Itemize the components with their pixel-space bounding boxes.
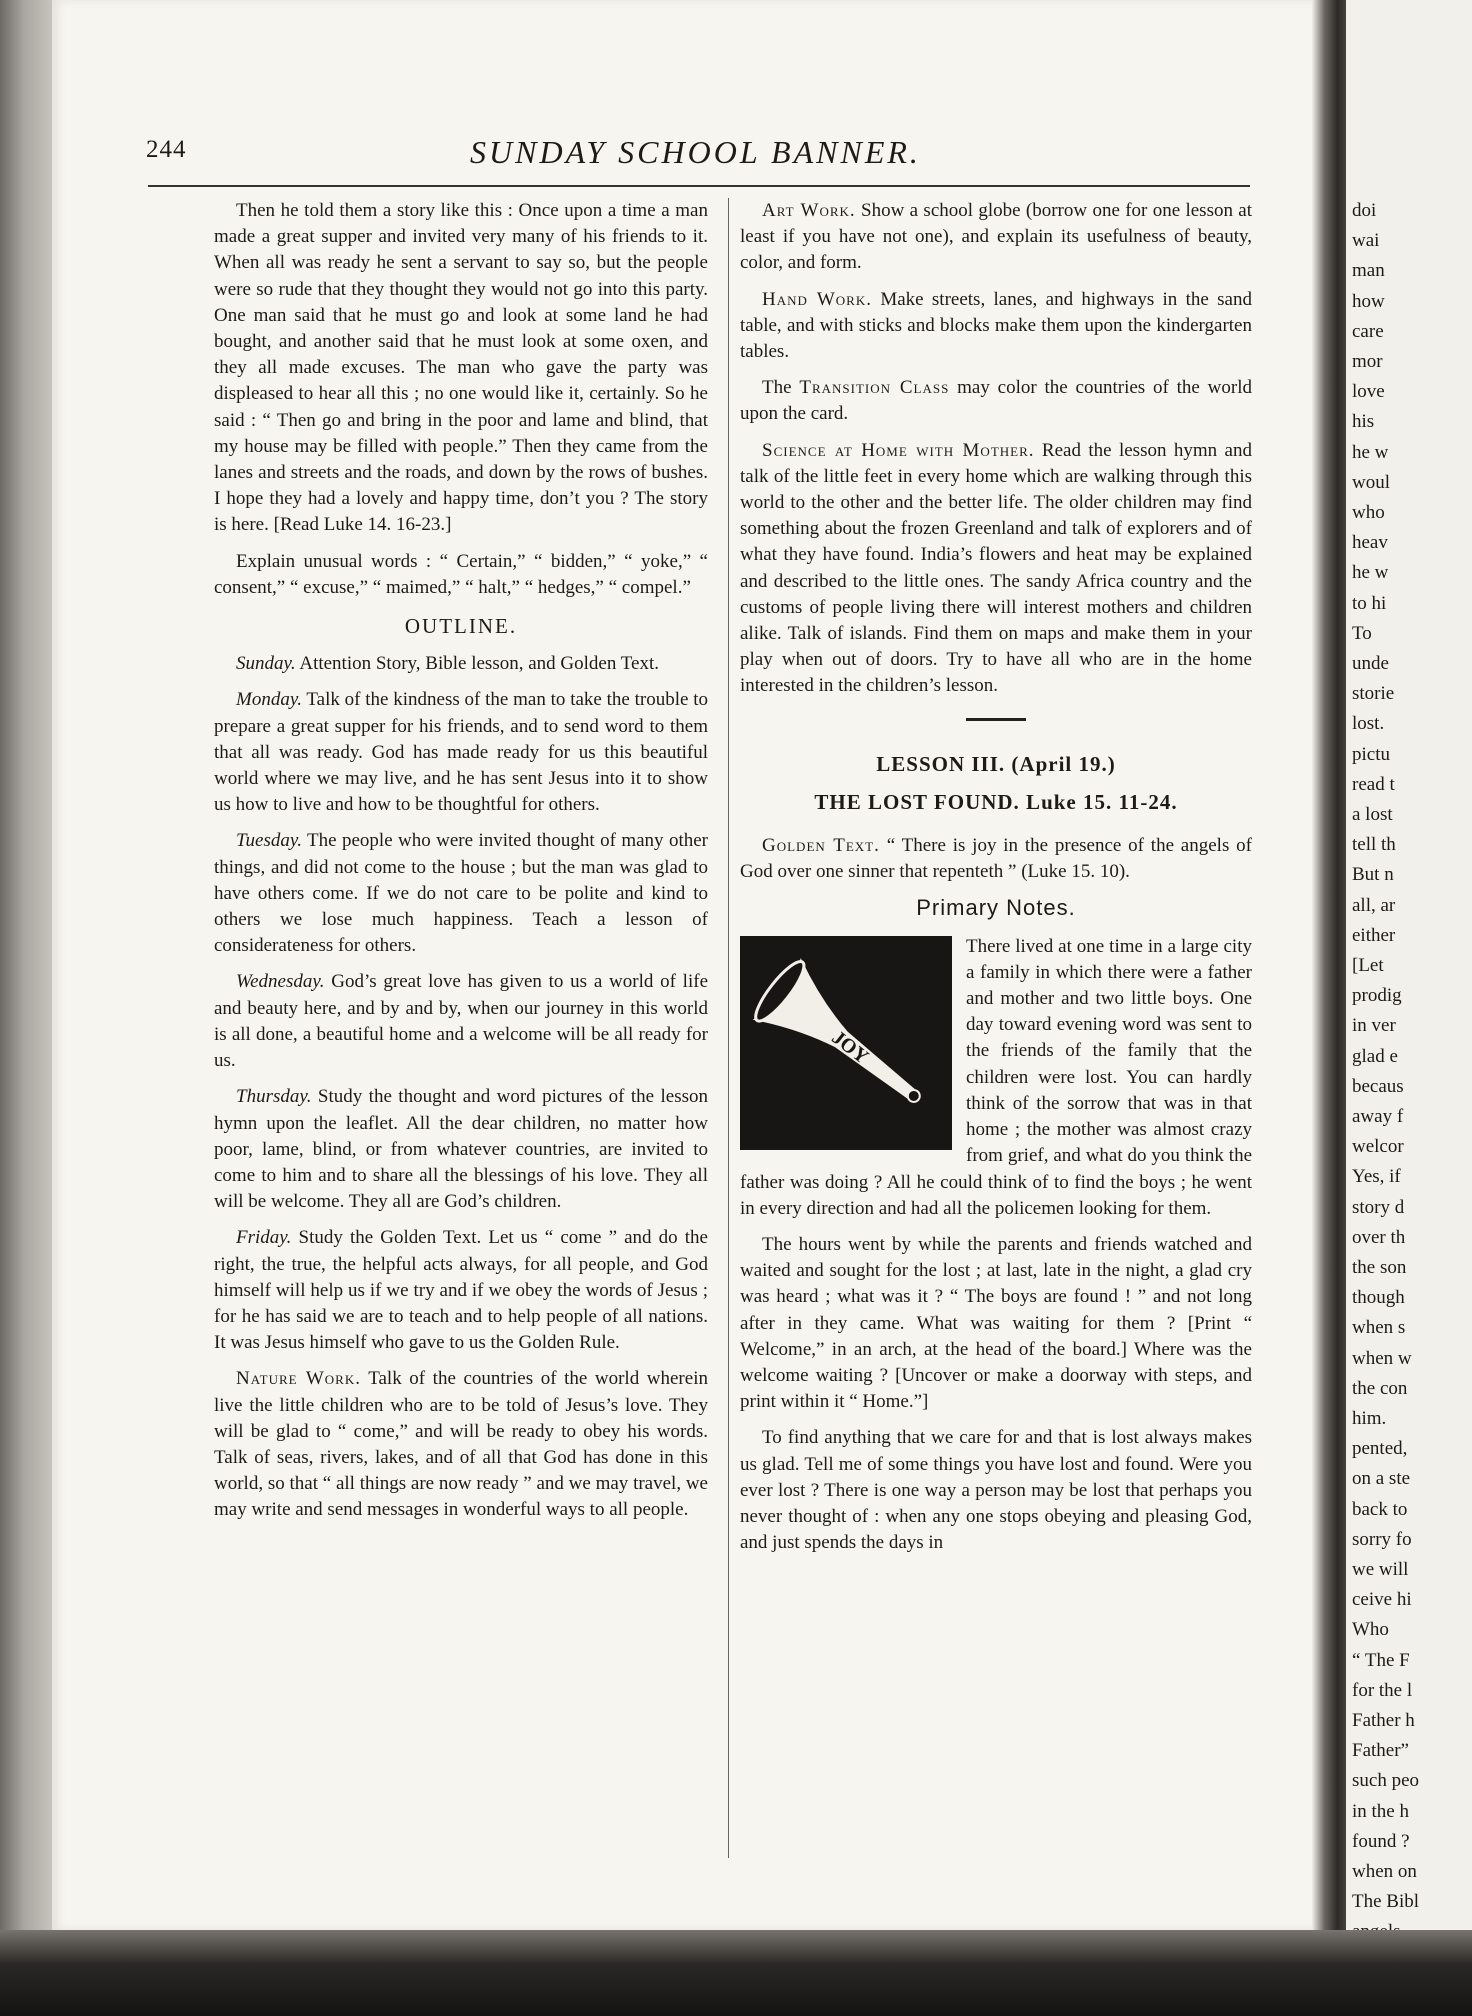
facing-page-fragment: woul [1352,471,1390,493]
facing-page-fragment: ceive hi [1352,1589,1412,1611]
facing-page-fragment: he w [1352,562,1389,584]
unusual-words-paragraph: Explain unusual words : “ Certain,” “ bidden,” “ yoke,” “ consent,” “ excuse,” “ maimed,” “ halt,” “ hedges,” “ compel.” [214,550,708,598]
day-text: Attention Story, Bible lesson, and Golden Text. [299,653,659,675]
hand-work-text: Make streets, lanes, and highways in the sand table, and with sticks and blocks make them upon the kindergarten tables. [740,288,1252,363]
right-column [740,198,1252,1566]
joy-trumpet-illustration [740,936,952,1150]
facing-page-fragment: over th [1352,1226,1406,1248]
facing-page-fragment: who [1352,502,1385,523]
facing-page-fragment: tell th [1352,834,1396,856]
facing-page-fragment: love [1352,381,1385,403]
facing-page-fragment: how [1352,290,1385,312]
facing-page-fragment: his [1352,411,1375,433]
facing-page-fragment: doi [1352,200,1377,221]
facing-page-fragment: we will [1352,1559,1409,1580]
day-label: Sunday. [236,653,296,675]
day-label: Wednesday. [236,971,325,993]
facing-page-fragment: prodig [1352,985,1402,1007]
facing-page-fragment: unde [1352,653,1389,674]
facing-page-fragment: found ? [1352,1830,1410,1852]
facing-page-fragment: away f [1352,1106,1404,1127]
outline-sunday [214,651,708,677]
outline-friday [214,1225,708,1356]
science-text: Read the lesson hymn and talk of the little feet in every home which are walking through this world to the other and the better life. The older children may find something about the frozen Greenland and talk of explorers and of what they have found. India’s flowers and heat may be explained and described to the little ones. The sandy Africa country and the customs of people living there will interest mothers and children alike. Talk of islands. Find them on maps and make them in your play when out of doors. Try to have all who are in the home interested in the children’s lesson. [740,439,1252,697]
facing-page-fragment: such peo [1352,1770,1420,1792]
outline-wednesday [214,969,708,1074]
notes-paragraph-1: There lived at one time in a large city a family in which there were a father and mother and two little boys. One day toward evening word was sent to the friends of the family that the children were lost. You can hardly think of the sorrow that was in that home ; the mother was almost crazy from grief, and what do you think the father was doing ? All he could think of to find the boys ; he went in every direction and had all the policemen looking for them. [740,935,1252,1219]
golden-text-paragraph [740,833,1252,885]
outline-thursday [214,1084,708,1215]
facing-page-fragment: Father” [1352,1740,1409,1762]
facing-page-fragment: the con [1352,1377,1408,1399]
facing-page-fragment: “ The F [1352,1649,1410,1671]
facing-page-fragment: care [1352,320,1384,342]
joy-label: JOY [827,1026,873,1069]
facing-page-fragment: glad e [1352,1045,1398,1067]
facing-page-fragment: read t [1352,773,1395,795]
art-work-label: Art Work. [762,200,856,221]
facing-page-fragment: back to [1352,1498,1408,1520]
book-gutter [1312,0,1348,1960]
facing-page-fragment: Who [1352,1619,1389,1641]
facing-page-fragment: But n [1352,864,1394,886]
outline-tuesday [214,828,708,959]
facing-page-fragment: becaus [1352,1075,1404,1097]
art-work-paragraph [740,198,1252,277]
page-number: 244 [146,136,187,163]
lesson-title: LESSON III. (April 19.) [876,751,1116,776]
facing-page-fragment: all, ar [1352,894,1396,916]
facing-page-fragment: the son [1352,1257,1407,1278]
facing-page-fragment: when on [1352,1861,1417,1882]
facing-page-fragment: either [1352,924,1396,946]
lesson-reference: THE LOST FOUND. Luke 15. 11-24. [814,789,1178,814]
transition-pre: The [762,377,792,399]
hand-work-paragraph [740,287,1252,366]
transition-class-paragraph [740,375,1252,427]
column-divider [728,198,729,1858]
outline-monday [214,687,708,818]
science-paragraph [740,438,1252,700]
nature-work-label: Nature Work. [236,1368,361,1390]
facing-page-fragment: To [1352,622,1372,644]
hand-work-label: Hand Work. [762,288,872,310]
facing-page-fragment: pented, [1352,1438,1408,1460]
facing-page-fragment: man [1352,260,1385,282]
day-text: Talk of the kindness of the man to take the trouble to prepare a great supper for his friends, and to send word to them that all was ready. God has made ready for us this beautiful world where we may live, and he has sent Jesus into it to show us how to live and how to be thoughtful for others. [214,689,708,816]
trumpet-icon [740,936,952,1150]
facing-page-fragment: for the l [1352,1679,1413,1701]
transition-class-text: may color the countries of the world upon the card. [740,377,1253,425]
facing-page-fragment: on a ste [1352,1468,1411,1490]
facing-page-fragment: when w [1352,1347,1412,1369]
facing-page-fragment: [Let [1352,955,1384,976]
facing-page-fragment: lost. [1352,713,1385,735]
facing-page-edge [1346,0,1472,1960]
facing-page-fragment: The Bibl [1352,1891,1420,1913]
facing-page-fragment: him. [1352,1408,1387,1429]
notes-paragraph-3: To find anything that we care for and that is lost always makes us glad. Tell me of some things you have lost and found. Were you ever lost ? There is one way a person may be lost that perhaps you never thought of : when any one stops obeying and pleasing God, and just spends the days in [740,1427,1252,1554]
facing-page-fragment: welcor [1352,1136,1404,1158]
facing-page-fragment: a lost [1352,804,1393,825]
scan-bottom-edge [0,1930,1472,2016]
facing-page-fragment: story d [1352,1196,1405,1218]
golden-text-label: Golden Text. [762,835,880,857]
notes-paragraph-2: The hours went by while the parents and friends watched and waited and sought for the lost ; at last, late in the night, a glad cry was heard ; what was it ? “ The boys are found ! ” and not long after in they came. What was waiting for them ? [Print “ Welcome,” in an arch, at the head of the board.] Where was the welcome waiting ? [Uncover or make a doorway with steps, and print within it “ Home.”] [740,1233,1252,1413]
facing-page-fragment: to hi [1352,592,1387,614]
left-column [214,198,708,1534]
facing-page-fragment: mor [1352,351,1383,372]
science-label: Science at Home with Mother. [762,439,1035,461]
primary-notes-heading: Primary Notes. [916,895,1076,921]
outline-heading: OUTLINE. [404,614,518,639]
story-paragraph: Then he told them a story like this : Once upon a time a man made a great supper and invited very many of his friends to it. When all was ready he sent a servant to say so, but the people were so rude that they thought they would not go into this party. One man said that he must go and look at some land he had bought, and another said that he must look at some oxen, and they all made excuses. The man who gave the party was displeased to hear all this ; no one would like it, certainly. So he said : “ Then go and bring in the poor and lame and blind, that my house may be filled with people.” Then they came from the lanes and streets and the roads, and down by the rows of bushes. I hope they had a lovely and happy time, don’t you ? The story is here. [Read Luke 14. 16-23.] [214,200,708,536]
day-label: Monday. [236,689,302,711]
nature-work-text: Talk of the countries of the world wherein live the little children who are to be told of Jesus’s love. They will be glad to “ come,” and will be ready to obey his words. Talk of seas, rivers, lakes, and of all that God has done in this world, so that “ all things are now ready ” and we may travel, we may write and send messages in wonderful ways to all people. [214,1368,708,1521]
facing-page-fragment: in ver [1352,1015,1396,1037]
art-work-text: Show a school globe (borrow one for one lesson at least if you have not one), and explain its usefulness of beauty, color, and form. [740,200,1253,274]
facing-page-fragment: Father h [1352,1710,1415,1731]
day-text: Study the thought and word pictures of the lesson hymn upon the leaflet. All the dear children, no matter how poor, lame, blind, or from whatever countries, are invited to come to him and to share all the blessings of his love. They all will be welcome. They all are God’s children. [214,1086,709,1213]
day-text: Study the Golden Text. Let us “ come ” and do the right, the true, the helpful acts always, for all people, and God himself will help us if we try and if we obey the words of Jesus ; for he has said we are to teach and to help people of all nations. It was Jesus himself who gave to us the Golden Rule. [214,1227,708,1354]
header-rule [148,185,1250,187]
day-text: The people who were invited thought of many other things, and did not come to the house ; but the man was glad to have others come. If we do not care to be polite and kind to others we lose much happiness. Teach a lesson of considerateness for others. [214,830,708,957]
facing-page-fragment: heav [1352,532,1388,554]
running-head: SUNDAY SCHOOL BANNER. [470,134,921,170]
facing-page-fragment: wai [1352,230,1380,252]
facing-page-fragment: he w [1352,441,1389,463]
transition-class-label: Transition Class [799,377,950,399]
day-label: Tuesday. [236,830,302,852]
facing-page-fragment: Yes, if [1352,1166,1401,1188]
day-label: Friday. [236,1227,292,1249]
section-separator [966,718,1026,721]
facing-page-fragment: sorry fo [1352,1528,1412,1550]
facing-page-fragment: when s [1352,1317,1406,1339]
facing-page-fragment: in the h [1352,1800,1409,1822]
day-label: Thursday. [236,1086,312,1108]
facing-page-fragment: pictu [1352,743,1390,765]
golden-text: “ There is joy in the presence of the angels of God over one sinner that repenteth ” (Luke 15. 10). [740,835,1252,883]
nature-work-paragraph [214,1366,708,1523]
facing-page-fragment: though [1352,1287,1405,1309]
binding-shadow [0,0,60,2016]
facing-page-fragment: storie [1352,683,1395,705]
day-text: God’s great love has given to us a world of life and beauty here, and by and by, when our journey in this world is all done, a beautiful home and a welcome will be all ready for us. [214,971,709,1072]
